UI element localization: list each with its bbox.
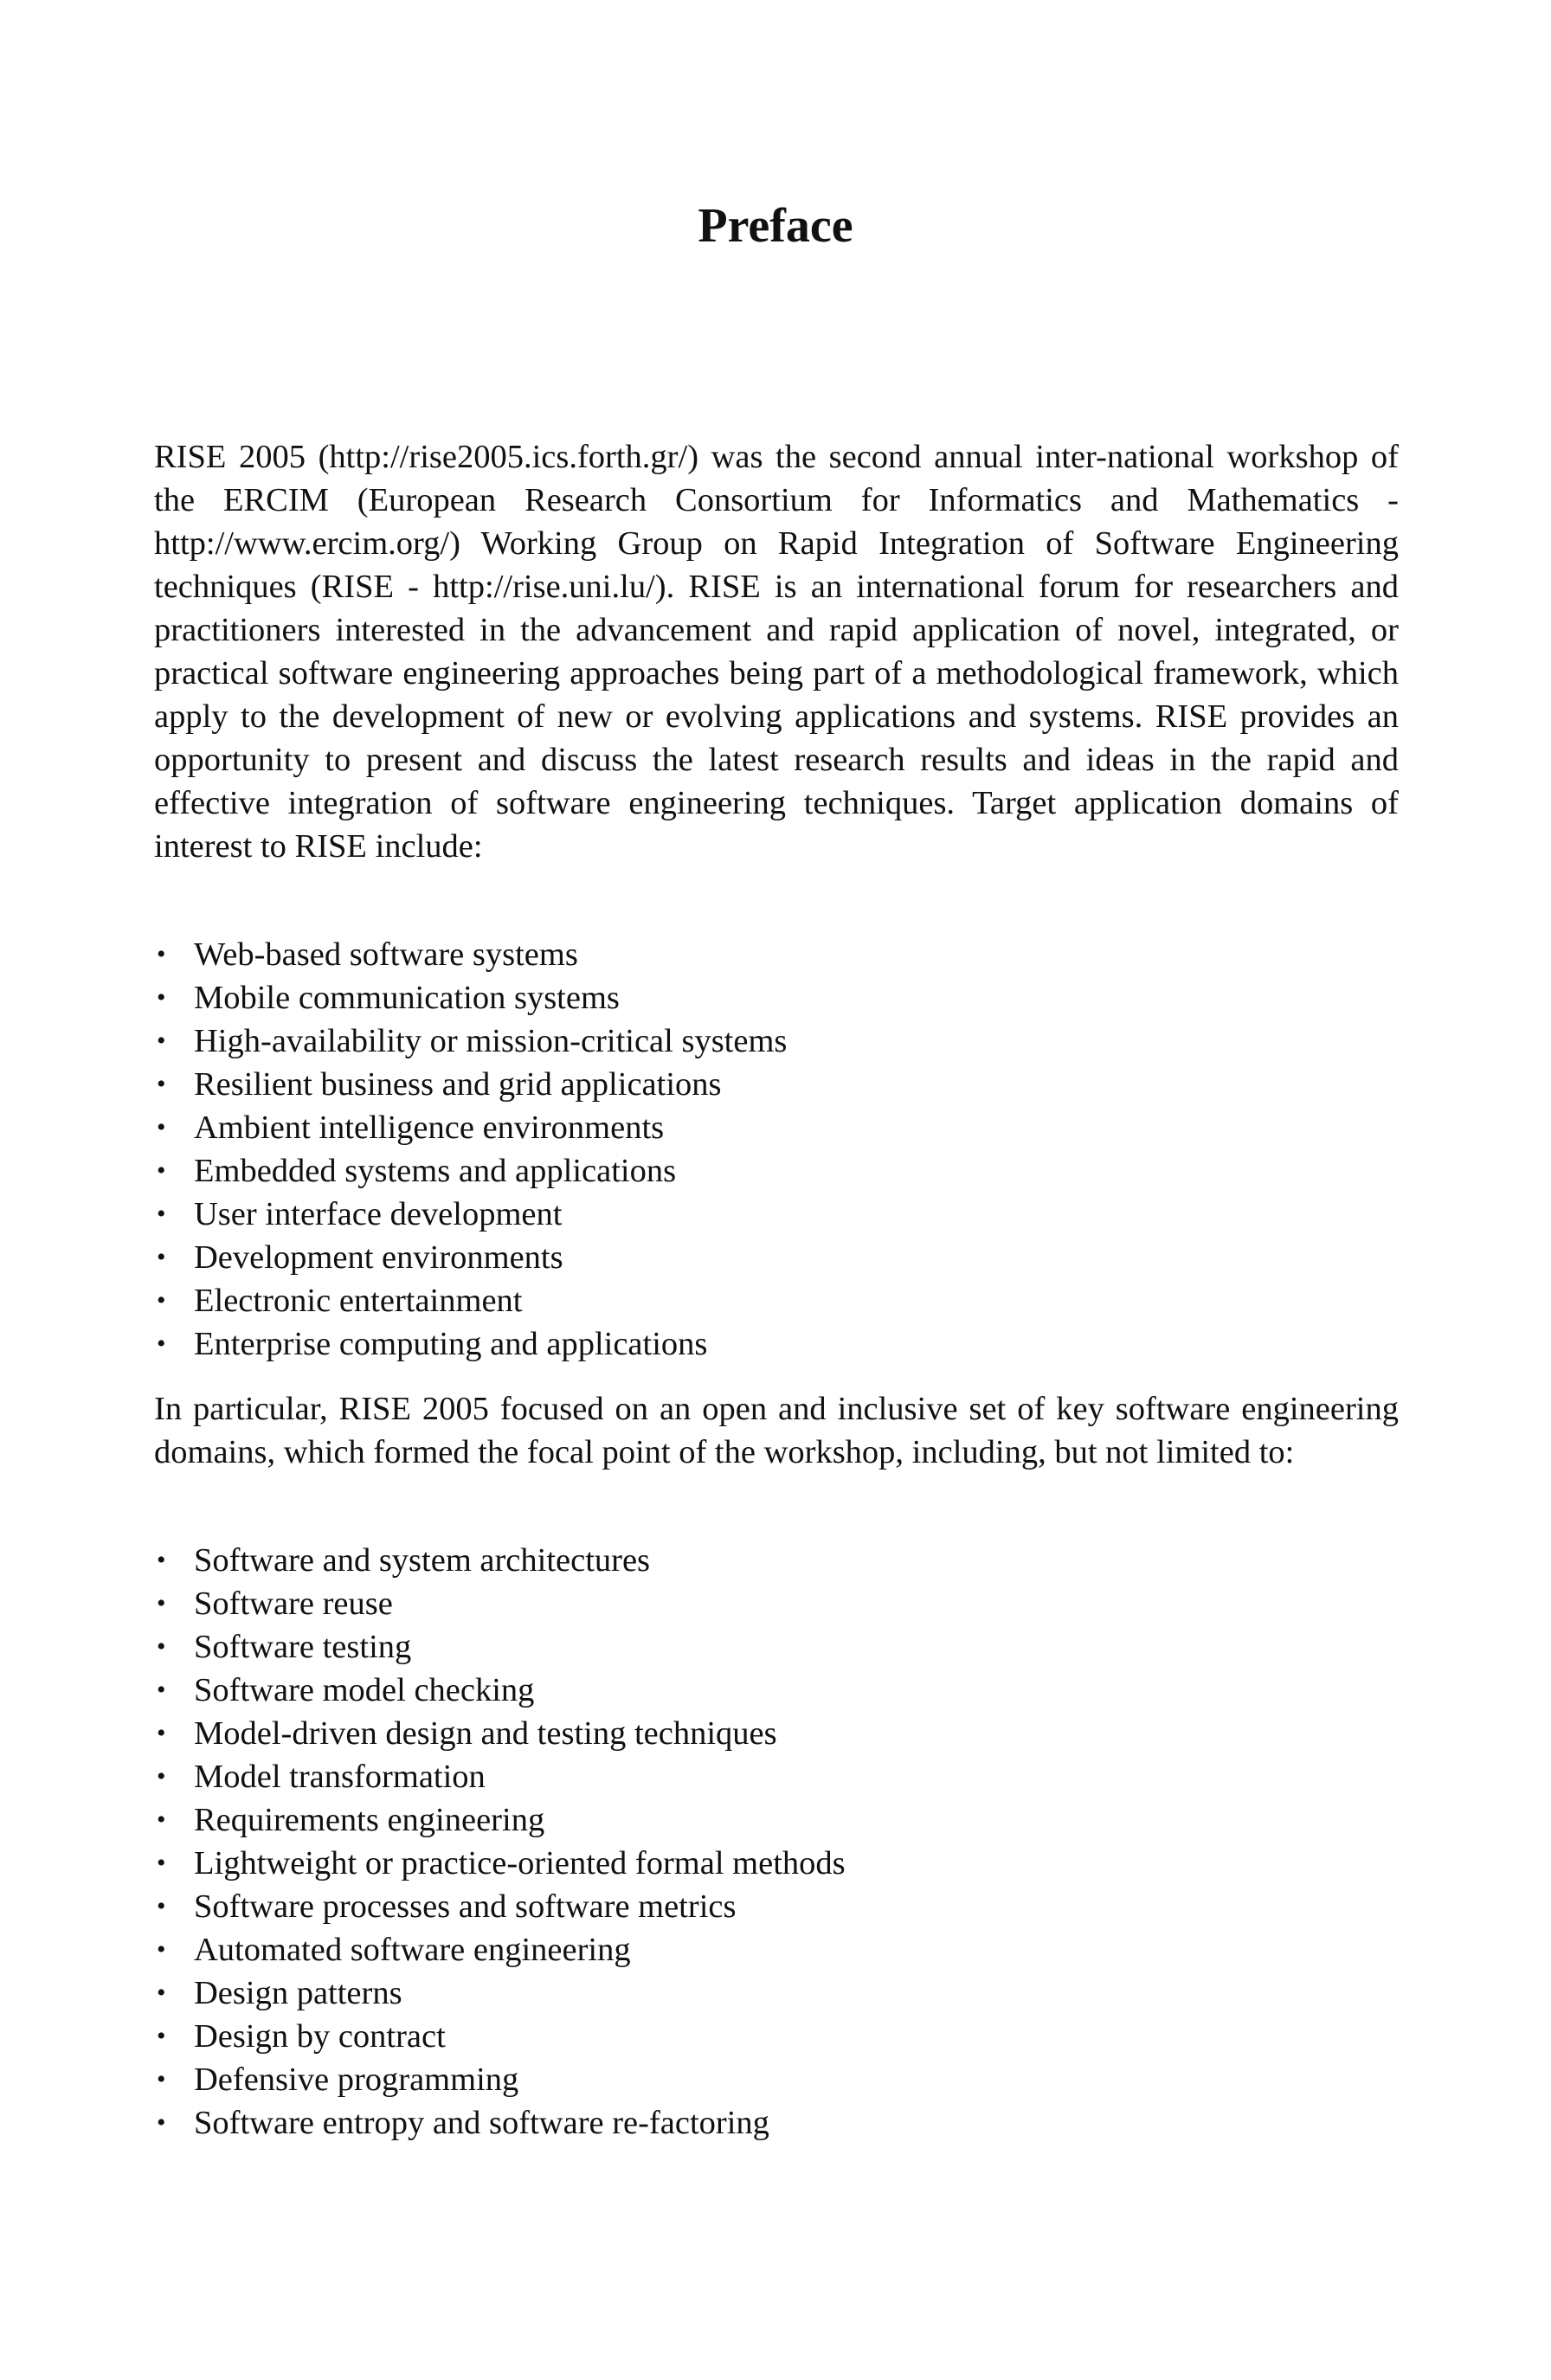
bullet-icon: • [157, 1546, 166, 1574]
list-item: • User interface development [154, 1193, 1399, 1236]
bullet-icon: • [157, 1243, 166, 1271]
bullet-icon: • [157, 1632, 166, 1661]
bullet-icon: • [157, 1805, 166, 1834]
bullet-icon: • [157, 1070, 166, 1098]
list-item: • Electronic entertainment [154, 1279, 1399, 1322]
list-item: • Software testing [154, 1625, 1399, 1669]
key-domains-list [154, 1539, 1399, 2145]
bullet-icon: • [157, 1762, 166, 1791]
focus-paragraph: In particular, RISE 2005 focused on an open and inclusive set of key software engineering domains, which formed the focal point of the workshop, including, but not limited to: [154, 1391, 1399, 1470]
bullet-icon: • [157, 1849, 166, 1877]
bullet-icon: • [157, 1156, 166, 1185]
page-title: Preface [698, 199, 853, 253]
list-item: • Software entropy and software re-factoring [154, 2101, 1399, 2145]
bullet-icon: • [157, 1113, 166, 1142]
bullet-icon: • [157, 1935, 166, 1964]
bullet-icon: • [157, 2022, 166, 2050]
bullet-icon: • [157, 1978, 166, 2007]
intro-paragraph: RISE 2005 (http://rise2005.ics.forth.gr/) was the second annual inter-national workshop of the ERCIM (European Research Consortium for Informatics and Mathematics - http://www.ercim.org/) Working Group on Rapid Integration of Software Engineering techniques (RISE - http://rise.uni.lu/). RISE is an international forum for researchers and practitioners interested in the advancement and rapid application of novel, integrated, or practical software engineering approaches being part of a methodological framework, which apply to the development of new or evolving applications and systems. RISE provides an opportunity to present and discuss the latest research results and ideas in the rapid and effective integration of software engineering techniques. Target application domains of interest to RISE include: [154, 439, 1399, 865]
list-item: • Model transformation [154, 1755, 1399, 1798]
list-item: • Automated software engineering [154, 1928, 1399, 1972]
list-item: • Software and system architectures [154, 1539, 1399, 1582]
bullet-icon: • [157, 1719, 166, 1747]
list-item: • Design by contract [154, 2015, 1399, 2058]
bullet-icon: • [157, 983, 166, 1012]
list-item: • Design patterns [154, 1972, 1399, 2015]
bullet-icon: • [157, 2065, 166, 2094]
list-item: • Model-driven design and testing techniques [154, 1712, 1399, 1755]
bullet-icon: • [157, 2108, 166, 2137]
list-item: • Defensive programming [154, 2058, 1399, 2101]
bullet-icon: • [157, 1676, 166, 1704]
list-item: • Enterprise computing and applications [154, 1322, 1399, 1366]
list-item: • Software processes and software metrics [154, 1885, 1399, 1928]
list-item: • High-availability or mission-critical systems [154, 1020, 1399, 1063]
bullet-icon: • [157, 1892, 166, 1920]
bullet-icon: • [157, 1200, 166, 1228]
bullet-icon: • [157, 1286, 166, 1315]
list-item: • Mobile communication systems [154, 976, 1399, 1020]
list-item: • Ambient intelligence environments [154, 1106, 1399, 1149]
list-item: • Software model checking [154, 1669, 1399, 1712]
list-item: • Requirements engineering [154, 1798, 1399, 1842]
list-item: • Development environments [154, 1236, 1399, 1279]
application-domains-list [154, 933, 1399, 1366]
bullet-icon: • [157, 940, 166, 968]
bullet-icon: • [157, 1026, 166, 1055]
list-item: • Web-based software systems [154, 933, 1399, 976]
list-item: • Software reuse [154, 1582, 1399, 1625]
list-item: • Embedded systems and applications [154, 1149, 1399, 1193]
list-item: • Lightweight or practice-oriented formal methods [154, 1842, 1399, 1885]
bullet-icon: • [157, 1589, 166, 1618]
list-item: • Resilient business and grid applications [154, 1063, 1399, 1106]
bullet-icon: • [157, 1329, 166, 1358]
